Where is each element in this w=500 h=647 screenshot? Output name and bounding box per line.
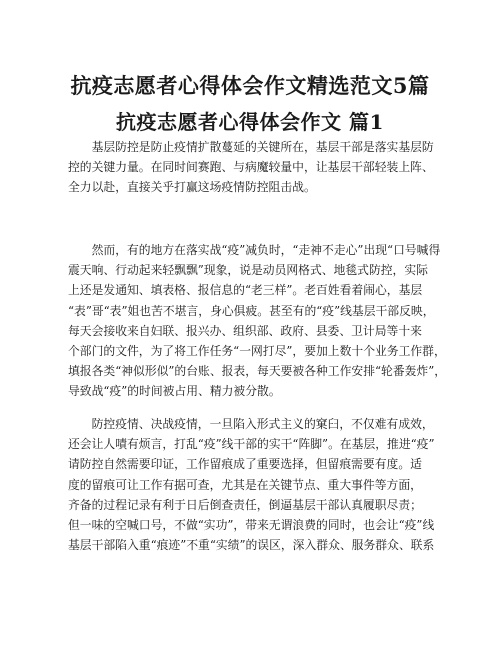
text-line: 齐备的过程记录有利于日后倒查责任，倒逼基层干部认真履职尽责； [68, 497, 422, 512]
text-line: 震天响、行动起来轻飘飘”现象，说是动员网格式、地毯式防控，实际 [68, 263, 428, 278]
text-line: 个部门的文件，为了将工作任务“一网打尽”，要加上数十个业务工作群， [68, 343, 446, 358]
text-line: 防控疫情、决战疫情，一旦陷入形式主义的窠臼，不仅难有成效， [68, 417, 434, 431]
text-line: 然而，有的地方在落实战“疫”减负时，“走神不走心”出现“口号喊得 [68, 243, 441, 257]
text-line: 度的留痕可让工作有据可查，尤其是在关键节点、重大事件等方面， [68, 477, 422, 492]
paragraph-2 [68, 240, 447, 402]
text-line: 控的关键力量。在同时间赛跑、与病魔较量中，让基层干部轻装上阵、 [68, 160, 434, 175]
text-line: 还会让人嘖有烦言，打乱“疫”线干部的实干“阵脚”。在基层，推进“疫” [68, 437, 435, 452]
text-line: 全力以赴，直接关乎打赢这场疫情防控阻击战。 [68, 180, 316, 195]
document-title: 抗疫志愿者心得体会作文精选范文5篇 [70, 73, 430, 98]
text-line: 导致战“疫”的时间被占用、精力被分散。 [68, 384, 281, 399]
paragraph-3 [68, 414, 440, 555]
text-line: “表”哥“表”姐也苦不堪言，身心俱疲。甚至有的“疫”线基层干部反映， [68, 303, 435, 318]
section-heading: 抗疫志愿者心得体会作文 篇1 [116, 110, 384, 134]
paragraph-1 [68, 137, 440, 198]
text-line: 请防控自然需要印证，工作留痕成了重要选择，但留痕需要有度。适 [68, 457, 422, 472]
text-line: 上还是发通知、填表格、报信息的“老三样”。老百姓看着闹心，基层 [68, 283, 423, 298]
text-line: 基层干部陷入重“痕迹”不重“实绩”的误区，深入群众、服务群众、联系 [68, 538, 435, 553]
text-line: 但一味的空喊口号，不做“实功”，带来无谓浪费的同时，也会让“疫”线 [68, 517, 435, 532]
text-line: 填报各类“神似形似”的台账、报表，每天要被各种工作安排“轮番轰炸”， [68, 364, 447, 379]
text-line: 基层防控是防止疫情扩散蔓延的关键所在，基层干部是落实基层防 [68, 140, 434, 154]
text-line: 每天会接收来自妇联、报兴办、组织部、政府、县委、卫计局等十来 [68, 323, 422, 338]
